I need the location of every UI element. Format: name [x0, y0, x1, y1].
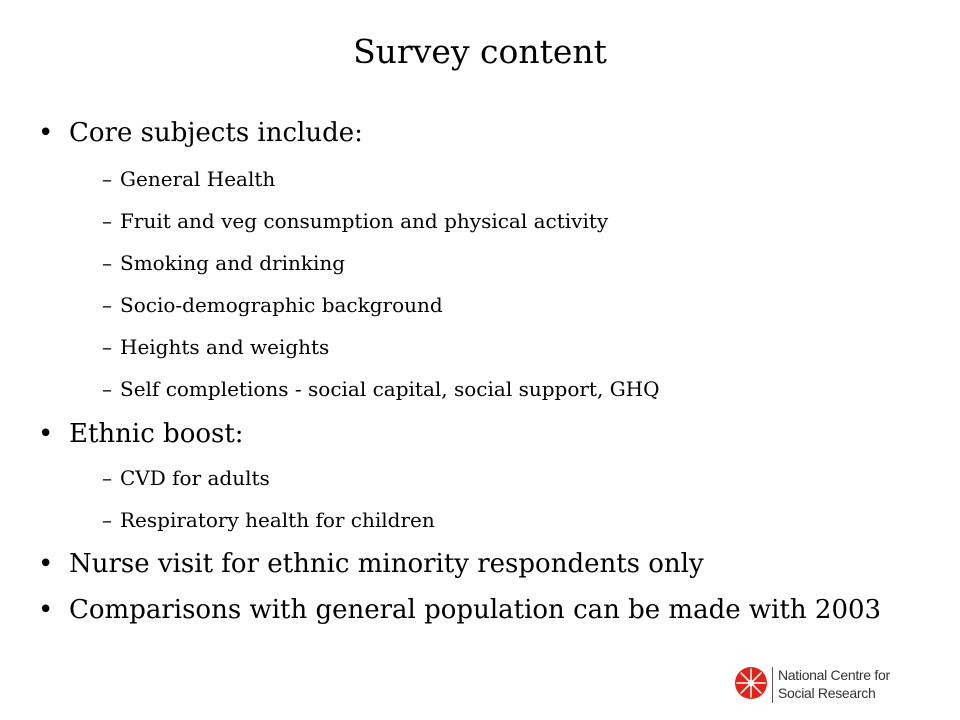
subitem-socio-demographic: [102, 292, 902, 318]
bullet-text: Comparisons with general population can be made with 2003: [69, 595, 882, 625]
starburst-logo-icon: [734, 666, 768, 700]
subitem-text: Self completions - social capital, social support, GHQ: [120, 377, 660, 401]
organisation-logo: [734, 664, 894, 706]
subitem-respiratory-health: [102, 507, 902, 533]
subitem-smoking-drinking: [102, 250, 902, 276]
subitem-text: Socio-demographic background: [120, 293, 443, 317]
subitem-text: Heights and weights: [120, 335, 330, 359]
sub-marker: –: [102, 293, 112, 317]
subitem-text: Smoking and drinking: [120, 251, 346, 275]
subitem-text: Respiratory health for children: [120, 508, 435, 532]
bullet-marker: •: [38, 595, 54, 625]
bullet-marker: •: [38, 419, 54, 449]
sub-marker: –: [102, 209, 112, 233]
subitem-fruit-veg: [102, 208, 902, 234]
sub-marker: –: [102, 377, 112, 401]
organisation-name: [778, 666, 890, 702]
organisation-name-line2: Social Research: [778, 685, 876, 701]
bullet-marker: •: [38, 549, 54, 579]
subitem-text: General Health: [120, 167, 276, 191]
bullet-nurse-visit: [38, 548, 918, 580]
sub-marker: –: [102, 251, 112, 275]
subitem-cvd-adults: [102, 465, 902, 491]
bullet-text: Nurse visit for ethnic minority respondents only: [69, 549, 704, 579]
subitem-text: CVD for adults: [120, 466, 270, 490]
bullet-marker: •: [38, 118, 54, 148]
subitem-self-completions: [102, 376, 902, 402]
bullet-ethnic-boost: [38, 418, 918, 450]
subitem-heights-weights: [102, 334, 902, 360]
sub-marker: –: [102, 508, 112, 532]
sub-marker: –: [102, 167, 112, 191]
bullet-comparisons: [38, 594, 918, 626]
sub-marker: –: [102, 335, 112, 359]
logo-divider: [772, 667, 773, 703]
bullet-core-subjects: [38, 117, 918, 149]
bullet-text: Ethnic boost:: [69, 419, 244, 449]
bullet-text: Core subjects include:: [69, 118, 363, 148]
organisation-name-line1: National Centre for: [778, 667, 890, 683]
subitem-general-health: [102, 166, 902, 192]
subitem-text: Fruit and veg consumption and physical activity: [120, 209, 609, 233]
sub-marker: –: [102, 466, 112, 490]
slide-title: Survey content: [353, 32, 607, 71]
